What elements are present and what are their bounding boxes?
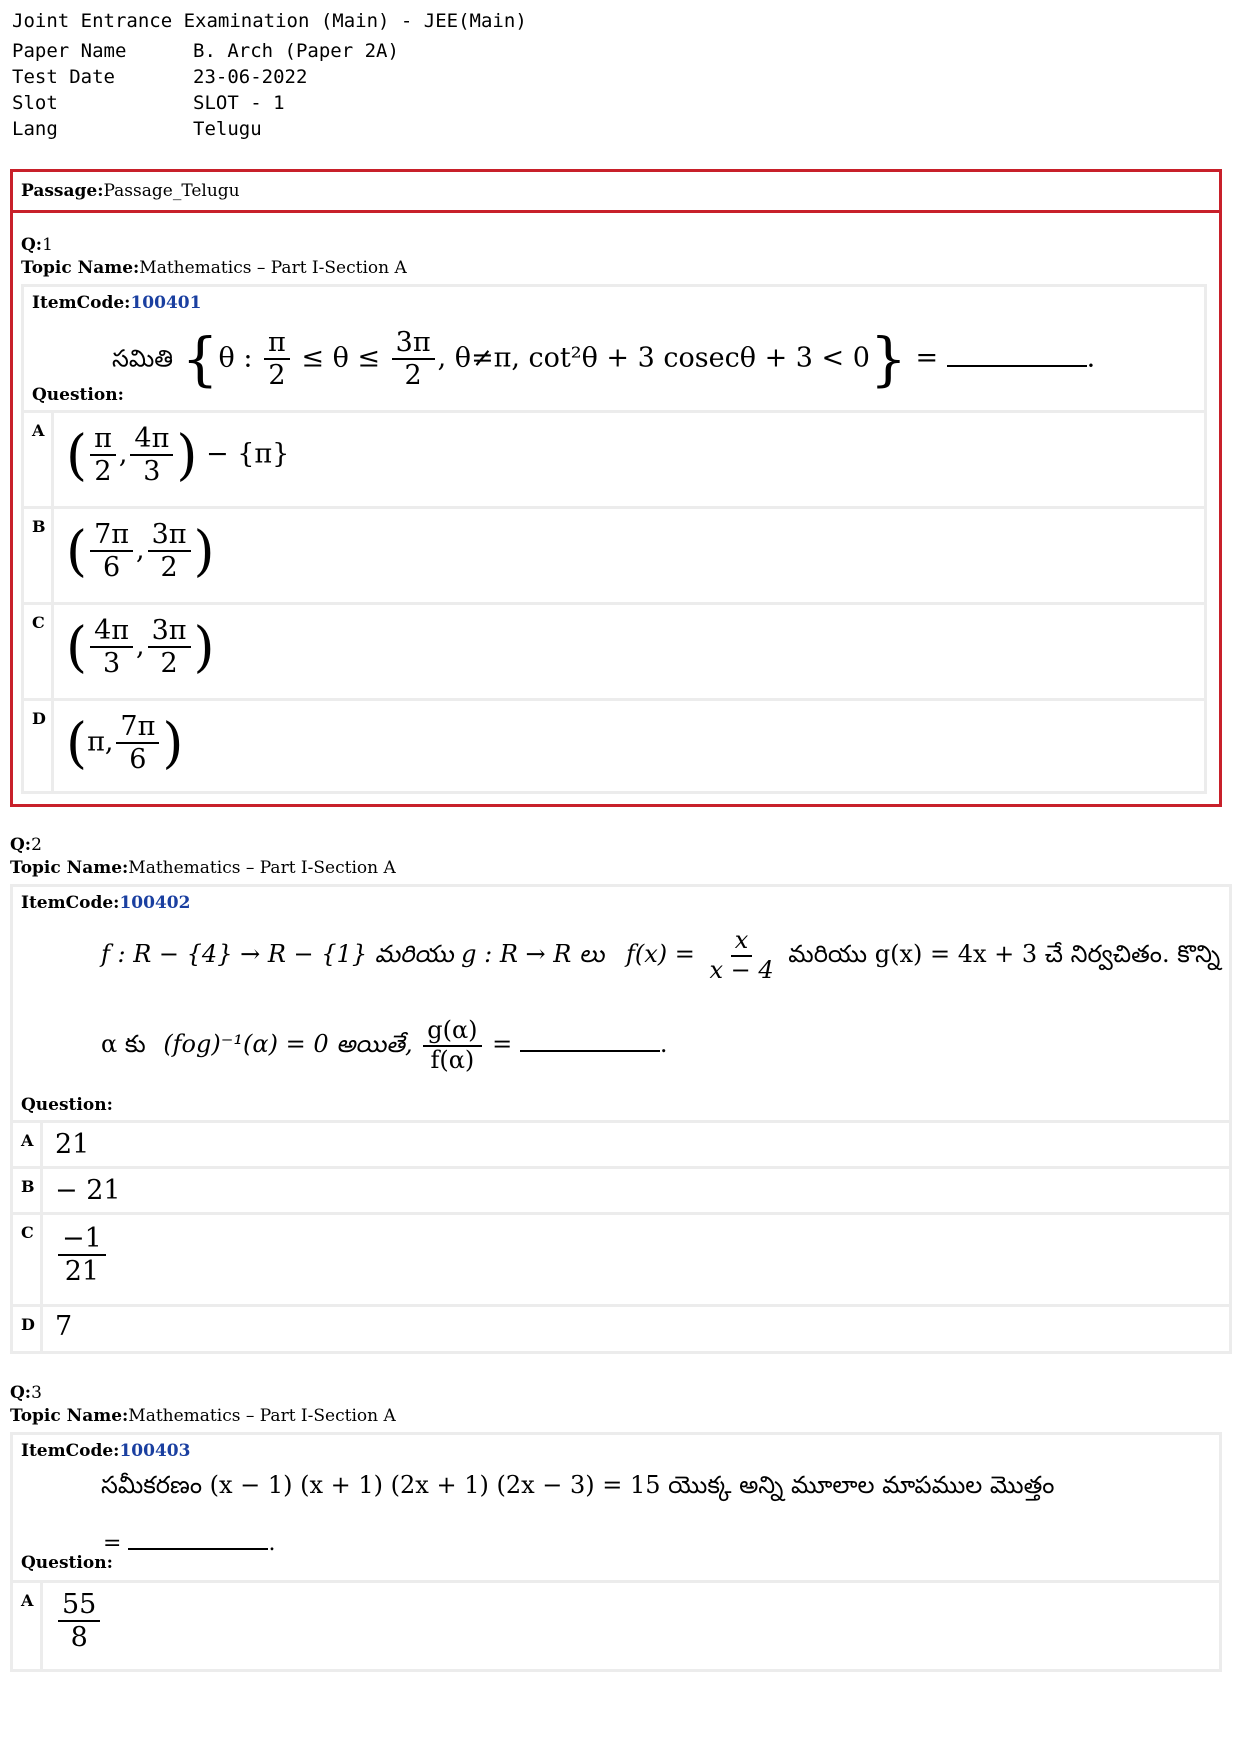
question-number: Q:2 xyxy=(10,835,42,855)
question-label: Question: xyxy=(21,1553,113,1573)
option-letter: D xyxy=(24,701,54,791)
meta-key: Slot xyxy=(12,92,58,114)
option-letter: D xyxy=(13,1307,43,1351)
option-value: ( $\frac{\pi}{2}$ , $\frac{4\pi}{3}$ ) − {π} xyxy=(66,423,290,488)
question-1-math: సమితి {θ : $\frac{\pi}{2}$ ≤ θ ≤ $\frac{3\pi}{2}$ , θ≠π, cot²θ + 3 cosecθ + 3 < 0} = . xyxy=(112,325,1096,393)
option-value: ( $\frac{4\pi}{3}$ , $\frac{3\pi}{2}$ ) xyxy=(66,615,215,680)
option-letter: B xyxy=(13,1169,43,1212)
topic-name: Topic Name:Mathematics – Part I-Section A xyxy=(21,258,407,278)
option-letter: A xyxy=(13,1123,43,1166)
meta-row-lang xyxy=(12,116,527,142)
exam-header xyxy=(12,10,527,142)
option-letter: A xyxy=(13,1583,43,1669)
option-c[interactable] xyxy=(24,605,1204,701)
option-d[interactable] xyxy=(13,1307,1229,1351)
option-value: (π, $\frac{7\pi}{6}$ ) xyxy=(66,711,184,776)
meta-value: Telugu xyxy=(193,118,262,140)
meta-key: Paper Name xyxy=(12,40,127,62)
passage-bar xyxy=(13,172,1219,213)
option-letter: C xyxy=(13,1215,43,1304)
item-box xyxy=(21,284,1207,794)
question-2 xyxy=(10,834,1232,1354)
option-a[interactable] xyxy=(13,1583,1219,1669)
item-code-row: ItemCode:100402 xyxy=(21,893,191,913)
option-d[interactable] xyxy=(24,701,1204,791)
item-box xyxy=(10,884,1232,1354)
option-value: ( $\frac{7\pi}{6}$ , $\frac{3\pi}{2}$ ) xyxy=(66,519,215,584)
option-a[interactable] xyxy=(24,413,1204,509)
item-box xyxy=(10,1432,1222,1672)
question-2-line-2: α కు (fog)⁻¹(α) = 0 అయితే, $\frac{g(\alpha)}{f(\alpha)}$ = . xyxy=(101,1016,668,1074)
option-letter: B xyxy=(24,509,54,602)
option-letter: C xyxy=(24,605,54,698)
option-value: 7 xyxy=(55,1311,73,1342)
topic-name: Topic Name:Mathematics – Part I-Section A xyxy=(10,1406,396,1426)
question-2-line-1: f : R − {4} → R − {1} మరియు g : R → R లు f(x) = $\frac{x}{x - 4}$ మరియు g(x) = 4x + 3 చే నిర్వచితం. కొన్ని xyxy=(101,926,1221,984)
question-label: Question: xyxy=(21,1095,113,1115)
option-b[interactable] xyxy=(13,1169,1229,1215)
option-value: $\frac{-1}{21}$ xyxy=(43,1215,1229,1304)
question-3-line-2: = . xyxy=(103,1531,276,1556)
meta-key: Test Date xyxy=(12,66,115,88)
option-value: − 21 xyxy=(55,1175,121,1206)
question-1 xyxy=(21,234,1209,794)
option-value: $\frac{55}{8}$ xyxy=(43,1583,1219,1669)
item-code-row: ItemCode:100401 xyxy=(32,293,202,313)
meta-row-slot xyxy=(12,90,527,116)
option-a[interactable] xyxy=(13,1123,1229,1169)
question-number: Q:3 xyxy=(10,1383,42,1403)
topic-name: Topic Name:Mathematics – Part I-Section A xyxy=(10,858,396,878)
meta-row-date xyxy=(12,64,527,90)
question-number: Q:1 xyxy=(21,235,53,255)
passage-label: Passage: xyxy=(21,181,104,201)
question-stem xyxy=(13,1435,1219,1583)
meta-value: 23-06-2022 xyxy=(193,66,308,88)
passage-value: Passage_Telugu xyxy=(103,181,240,201)
meta-row-paper xyxy=(12,38,527,64)
question-stem xyxy=(13,887,1229,1123)
question-3 xyxy=(10,1382,1222,1672)
meta-key: Lang xyxy=(12,118,58,140)
question-3-line-1: సమీకరణం (x − 1) (x + 1) (2x + 1) (2x − 3) = 15 యొక్క అన్ని మూలాల మాపముల మొత్తం xyxy=(101,1471,1055,1499)
option-c[interactable] xyxy=(13,1215,1229,1307)
question-stem xyxy=(24,287,1204,413)
item-code-row: ItemCode:100403 xyxy=(21,1441,191,1461)
option-b[interactable] xyxy=(24,509,1204,605)
option-value: 21 xyxy=(55,1129,90,1160)
question-label: Question: xyxy=(32,385,124,405)
meta-value: SLOT - 1 xyxy=(193,92,285,114)
question-1-highlight-box xyxy=(10,169,1222,807)
option-letter: A xyxy=(24,413,54,506)
meta-value: B. Arch (Paper 2A) xyxy=(193,40,399,62)
exam-title: Joint Entrance Examination (Main) - JEE(Main) xyxy=(12,10,527,32)
